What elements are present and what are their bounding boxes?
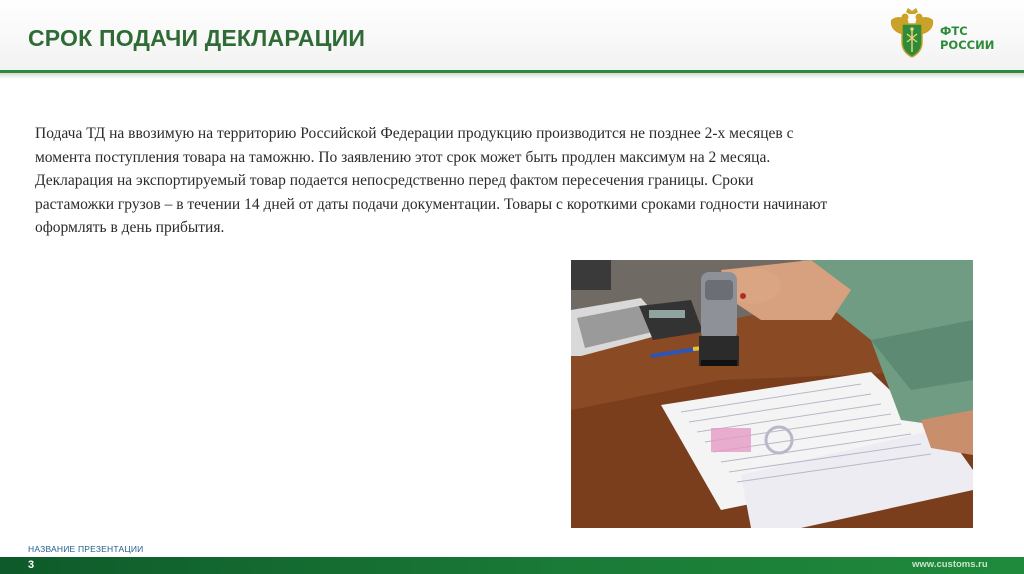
- page-number: 3: [28, 559, 35, 571]
- customs-stamp-photo: [571, 260, 973, 528]
- double-headed-eagle-emblem-icon: [888, 8, 936, 60]
- logo-line-2: РОССИИ: [940, 38, 995, 52]
- footer-bar: [0, 557, 1024, 574]
- photo-illustration: [571, 260, 973, 528]
- logo-line-1: ФТС: [940, 24, 968, 38]
- presentation-name: НАЗВАНИЕ ПРЕЗЕНТАЦИИ: [28, 544, 144, 554]
- logo-text: [940, 24, 994, 52]
- slide-title: СРОК ПОДАЧИ ДЕКЛАРАЦИИ: [28, 25, 366, 51]
- website-url: www.customs.ru: [912, 559, 988, 570]
- slide-body-text: Подача ТД на ввозимую на территорию Российской Федерации продукцию производится не позднее 2-х месяцев с момента поступления товара на таможню. По заявлению этот срок может быть продлен максимум на 2 месяца. Декларация на экспортируемый товар подается непосредственно перед фактом пересечения границы. Сроки растаможки грузов – в течении 14 дней от даты подачи документации. Товары с короткими сроками годности начинают оформлять в день прибытия.: [35, 125, 828, 237]
- header-divider-shadow: [0, 73, 1024, 79]
